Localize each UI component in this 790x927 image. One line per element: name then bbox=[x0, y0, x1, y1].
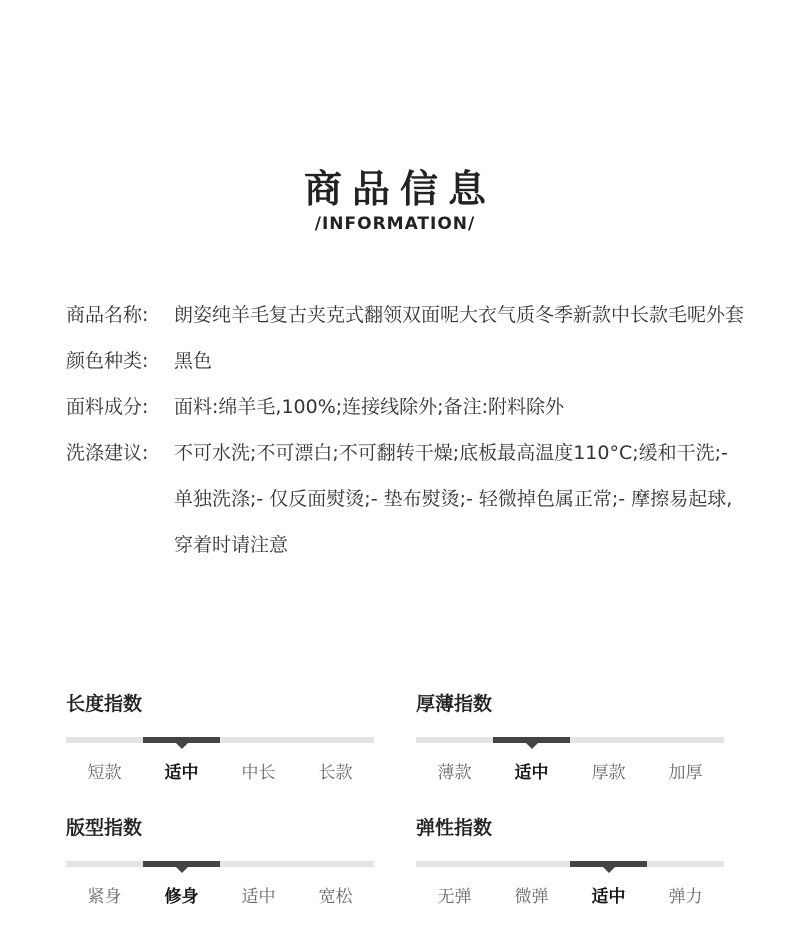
index-option: 适中 bbox=[591, 887, 626, 907]
info-label: 面料成分: bbox=[66, 396, 149, 418]
index-option: 无弹 bbox=[437, 887, 472, 907]
section-title: 商品信息 bbox=[303, 167, 496, 211]
index-option: 宽松 bbox=[318, 887, 353, 907]
index-title: 长度指数 bbox=[66, 693, 143, 715]
index-title: 厚薄指数 bbox=[416, 693, 493, 715]
info-value: 面料:绵羊毛,100%;连接线除外;备注:附料除外 bbox=[174, 396, 564, 418]
info-label: 洗涤建议: bbox=[66, 442, 149, 464]
index-option: 适中 bbox=[164, 763, 199, 783]
index-length bbox=[66, 690, 374, 783]
index-option: 长款 bbox=[318, 763, 353, 783]
index-options bbox=[416, 882, 724, 907]
index-option: 厚款 bbox=[591, 763, 626, 783]
index-option: 适中 bbox=[514, 763, 549, 783]
index-bar bbox=[416, 861, 724, 867]
info-label: 商品名称: bbox=[66, 304, 149, 326]
index-marker bbox=[143, 861, 220, 867]
index-fit bbox=[66, 814, 374, 907]
index-elasticity bbox=[416, 814, 724, 907]
info-row-name bbox=[66, 292, 746, 338]
index-options bbox=[416, 758, 724, 783]
index-option: 紧身 bbox=[87, 887, 122, 907]
index-marker bbox=[143, 737, 220, 743]
index-options bbox=[66, 758, 374, 783]
index-options bbox=[66, 882, 374, 907]
index-option: 加厚 bbox=[668, 763, 703, 783]
index-marker bbox=[570, 861, 647, 867]
index-option: 薄款 bbox=[437, 763, 472, 783]
info-row-color bbox=[66, 338, 746, 384]
info-value: 黑色 bbox=[174, 350, 213, 372]
index-option: 修身 bbox=[164, 887, 199, 907]
index-thickness bbox=[416, 690, 724, 783]
index-option: 适中 bbox=[241, 887, 276, 907]
info-row-material bbox=[66, 384, 746, 430]
index-bar bbox=[66, 737, 374, 743]
index-bar bbox=[66, 861, 374, 867]
index-option: 微弹 bbox=[514, 887, 549, 907]
section-subtitle: /INFORMATION/ bbox=[314, 214, 476, 234]
info-row-care bbox=[66, 430, 746, 568]
index-marker bbox=[493, 737, 570, 743]
info-label: 颜色种类: bbox=[66, 350, 149, 372]
index-title: 版型指数 bbox=[66, 817, 143, 839]
index-bar bbox=[416, 737, 724, 743]
info-value: 不可水洗;不可漂白;不可翻转干燥;底板最高温度110°C;缓和干洗;- 单独洗涤;- 仅反面熨烫;- 垫布熨烫;- 轻微掉色属正常;- 摩擦易起球,穿着时请注意 bbox=[174, 442, 733, 556]
info-value: 朗姿纯羊毛复古夹克式翻领双面呢大衣气质冬季新款中长款毛呢外套 bbox=[174, 304, 745, 326]
product-info bbox=[66, 292, 746, 568]
index-title: 弹性指数 bbox=[416, 817, 493, 839]
index-option: 中长 bbox=[241, 763, 276, 783]
index-option: 弹力 bbox=[668, 887, 703, 907]
index-option: 短款 bbox=[87, 763, 122, 783]
